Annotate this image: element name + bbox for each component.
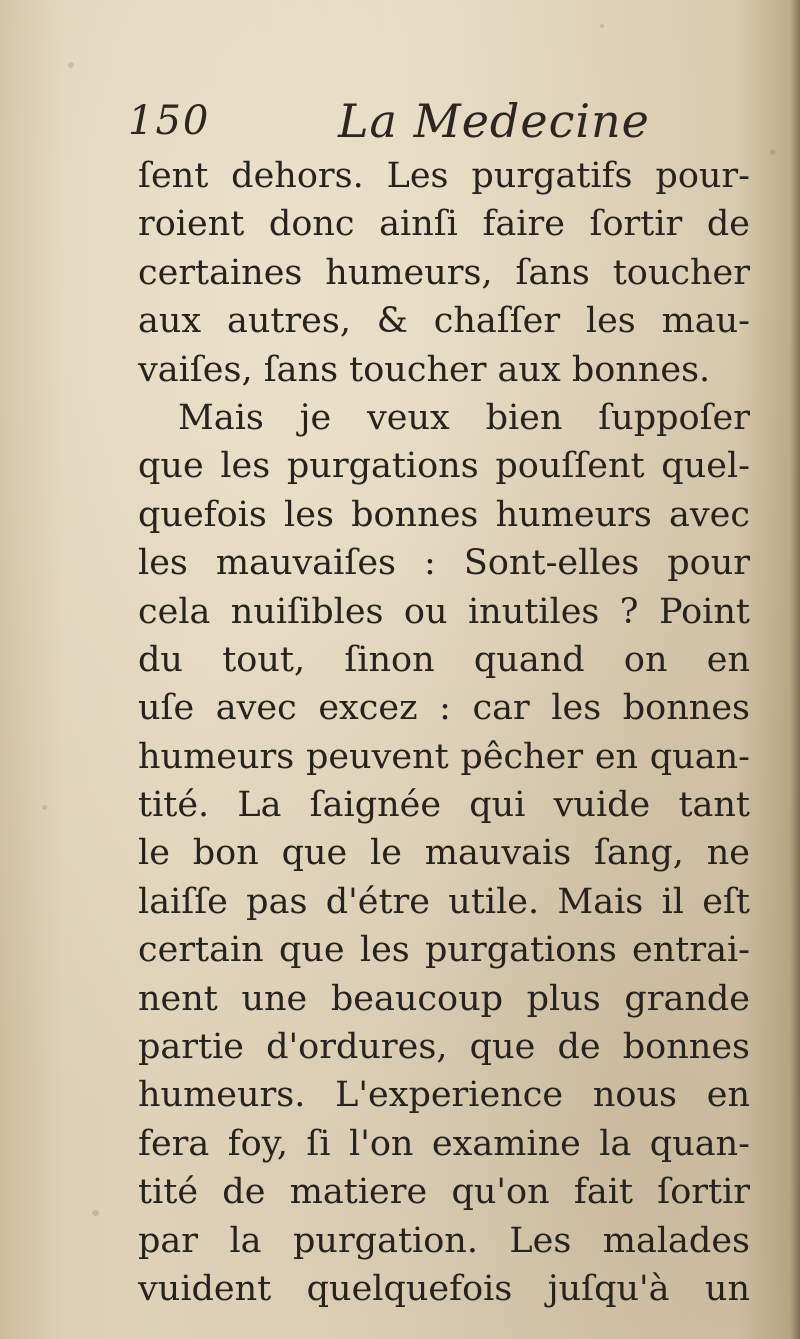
text-line: vaiſes, ſans toucher aux bonnes. — [138, 349, 711, 390]
text-line: partie d'ordures, que de bonnes — [138, 1027, 750, 1068]
text-line: nent une beaucoup plus grande — [138, 978, 750, 1019]
text-line: aux autres, & chaſſer les mau- — [138, 301, 750, 342]
text-line: les mauvaiſes : Sont-elles pour — [138, 543, 750, 584]
paper-spot — [92, 1210, 99, 1216]
paper-spot — [42, 805, 47, 810]
page-edge-shadow — [790, 0, 800, 1339]
text-line: certaines humeurs, ſans toucher — [138, 252, 750, 293]
text-line: humeurs peuvent pêcher en quan- — [138, 736, 750, 777]
text-line: vuident quelquefois juſqu'à un — [138, 1268, 750, 1309]
text-line: du tout, ſinon quand on en — [138, 639, 750, 680]
text-line: quefois les bonnes humeurs avec — [138, 494, 750, 535]
text-line: ſent dehors. Les purgatifs pour- — [138, 156, 750, 196]
text-line: le bon que le mauvais ſang, ne — [138, 833, 750, 874]
text-line: cela nuiſibles ou inutiles ? Point — [138, 591, 750, 632]
text-line: tité. La ſaignée qui vuide tant — [138, 785, 750, 826]
text-line: certain que les purgations entrai- — [138, 930, 750, 971]
text-line: laiſſe pas d'étre utile. Mais il eſt — [138, 881, 750, 922]
page-header — [128, 94, 748, 150]
text-line: humeurs. L'experience nous en — [138, 1075, 750, 1116]
text-line: roient donc ainſi faire ſortir de — [138, 204, 750, 245]
paper-spot — [770, 150, 775, 155]
body-text — [138, 152, 750, 1313]
text-line: que les purgations pouſſent quel- — [138, 446, 750, 487]
running-title: La Medecine — [338, 94, 650, 148]
paper-spot — [600, 24, 604, 28]
paper-spot — [68, 62, 74, 68]
page-number: 150 — [128, 98, 211, 144]
text-line: par la purgation. Les malades — [138, 1220, 750, 1261]
text-line: tité de matiere qu'on fait ſortir — [138, 1172, 750, 1213]
text-line: fera foy, ſi l'on examine la quan- — [138, 1123, 750, 1164]
text-line: Mais je veux bien ſuppoſer — [178, 397, 750, 438]
text-line: uſe avec excez : car les bonnes — [138, 688, 750, 729]
